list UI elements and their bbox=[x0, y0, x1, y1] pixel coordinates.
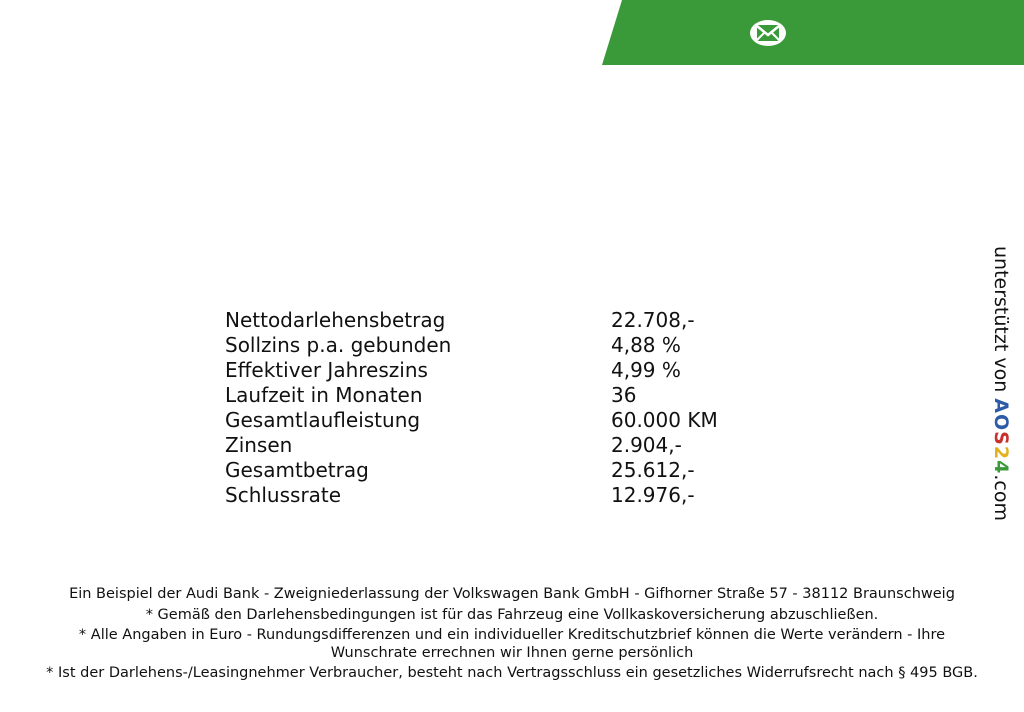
row-value: 25.612,- bbox=[611, 458, 695, 482]
sponsor-sidebar bbox=[988, 246, 1014, 526]
table-row bbox=[225, 458, 811, 483]
row-value: 22.708,- bbox=[611, 308, 695, 332]
table-row bbox=[225, 333, 811, 358]
row-label: Sollzins p.a. gebunden bbox=[225, 333, 452, 357]
brand-letter: S bbox=[990, 431, 1012, 446]
table-row bbox=[225, 358, 811, 383]
brand-letter: 4 bbox=[990, 460, 1012, 475]
footer-line: * Ist der Darlehens-/Leasingnehmer Verbraucher, besteht nach Vertragsschluss ein gesetzliches Widerrufsrecht nach § 495 BGB. bbox=[46, 665, 978, 681]
row-label: Laufzeit in Monaten bbox=[225, 383, 423, 407]
financing-table bbox=[225, 308, 811, 508]
row-label: Effektiver Jahreszins bbox=[225, 358, 428, 382]
table-row bbox=[225, 383, 811, 408]
row-value: 4,99 % bbox=[611, 358, 681, 382]
row-value: 36 bbox=[611, 383, 637, 407]
sponsor-suffix: .com bbox=[990, 474, 1012, 521]
row-label: Gesamtlaufleistung bbox=[225, 408, 421, 432]
sponsor-logo bbox=[990, 398, 1012, 474]
row-value: 60.000 KM bbox=[611, 408, 718, 432]
footer-line: * Alle Angaben in Euro - Rundungsdifferenzen und ein individueller Kreditschutzbrief können die Werte verändern - Ihre Wunschrate errechnen wir Ihnen gerne persönlich bbox=[78, 627, 946, 661]
table-row bbox=[225, 483, 811, 508]
table-row bbox=[225, 433, 811, 458]
brand-letter: O bbox=[990, 414, 1012, 432]
row-label: Zinsen bbox=[225, 433, 293, 457]
envelope-badge-icon bbox=[749, 18, 787, 48]
row-label: Schlussrate bbox=[225, 483, 342, 507]
footer-line: * Gemäß den Darlehensbedingungen ist für das Fahrzeug eine Vollkaskoversicherung abzuschließen. bbox=[145, 606, 879, 623]
row-value: 4,88 % bbox=[611, 333, 681, 357]
table-row bbox=[225, 408, 811, 433]
sponsor-prefix: unterstützt von bbox=[990, 246, 1012, 393]
legal-footer bbox=[40, 586, 984, 686]
row-value: 2.904,- bbox=[611, 433, 682, 457]
table-row bbox=[225, 308, 811, 333]
row-value: 12.976,- bbox=[611, 483, 695, 507]
header-banner bbox=[602, 0, 1024, 65]
brand-letter: A bbox=[990, 398, 1012, 415]
footer-line: Ein Beispiel der Audi Bank - Zweigniederlassung der Volkswagen Bank GmbH - Gifhorner Straße 57 - 38112 Braunschweig bbox=[69, 586, 955, 602]
row-label: Gesamtbetrag bbox=[225, 458, 369, 482]
brand-letter: 2 bbox=[990, 445, 1012, 461]
row-label: Nettodarlehensbetrag bbox=[225, 308, 446, 332]
